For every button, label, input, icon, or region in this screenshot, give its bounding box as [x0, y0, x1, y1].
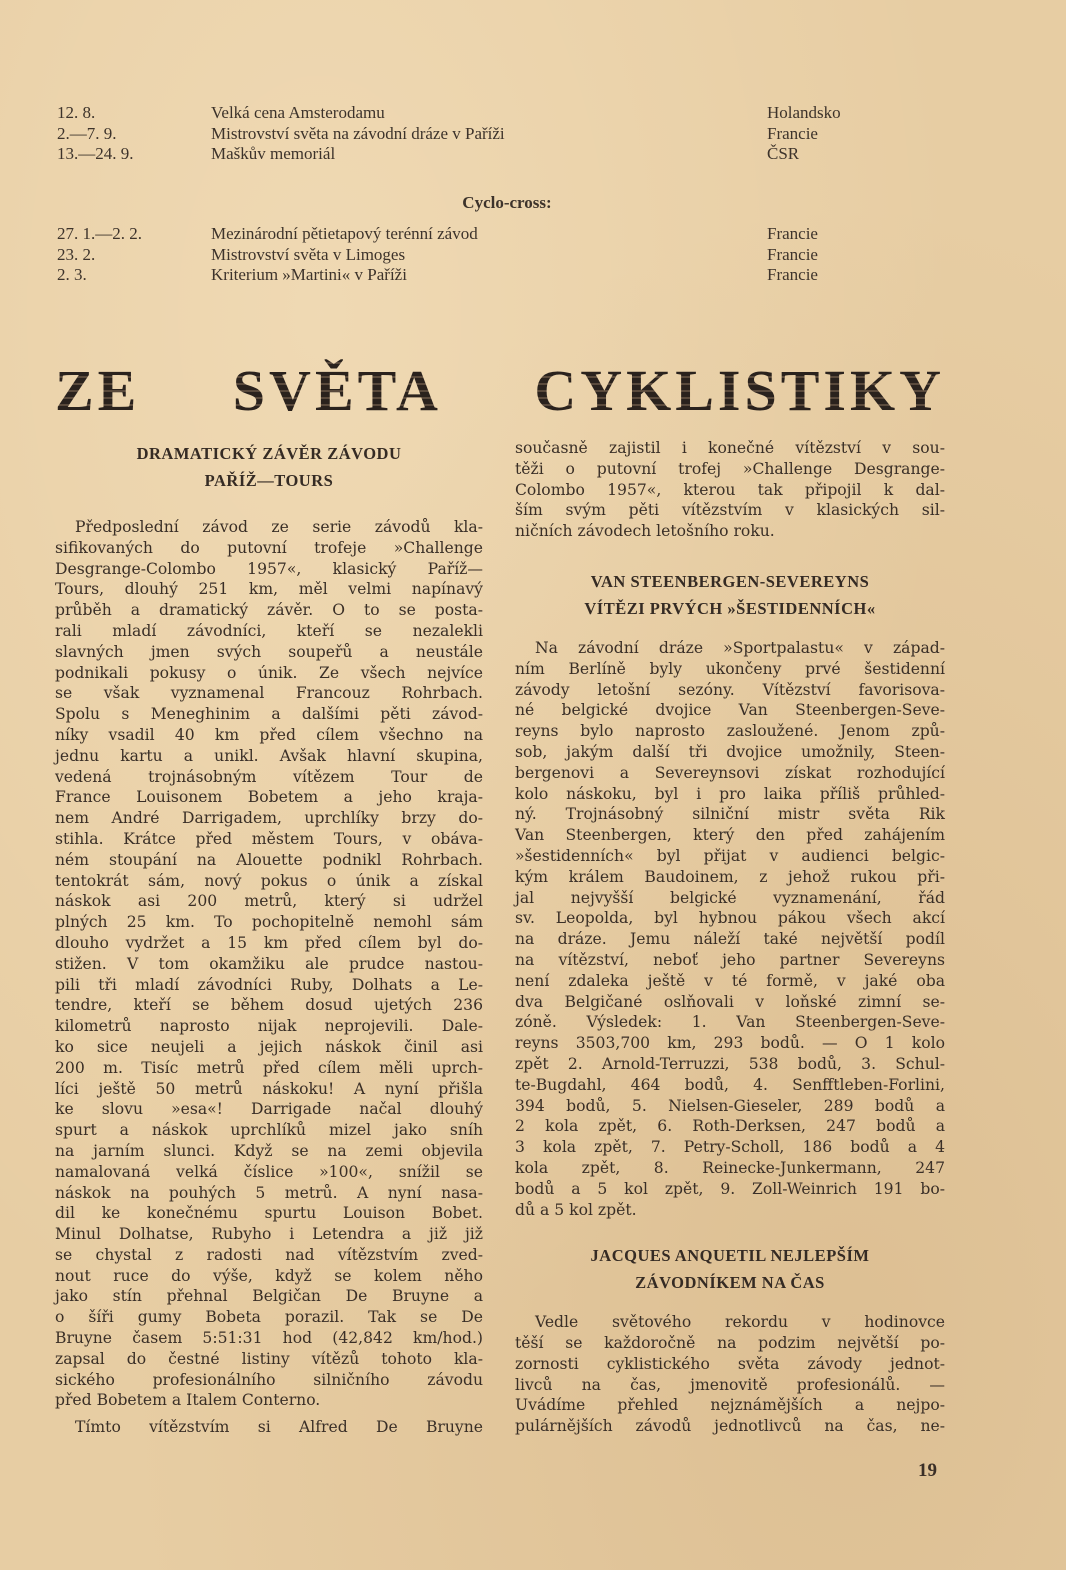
race-name: Mezinárodní pětietapový terénní závod — [211, 224, 478, 243]
text-line: těší se každoročně na podzim největší po- — [515, 1334, 945, 1353]
text-line: jal nejvyšší belgické vyznamenání, řád — [515, 888, 945, 907]
text-line: namalovaná velká číslice »100«, snížil se — [55, 1162, 483, 1181]
paragraph — [515, 438, 945, 542]
text-line: 394 bodů, 5. Nielsen-Gieseler, 289 bodů a — [515, 1096, 945, 1115]
text-line: kolo náskoku, byl i pro laika příliš průhled- — [515, 784, 945, 803]
text-line: kým králem Baudoinem, z jehož rukou při- — [515, 867, 945, 886]
text-line: stižen. V tom okamžiku ale prudce nastou- — [55, 954, 483, 973]
text-line: ko sice neujeli a jejich náskok činil asi — [55, 1037, 483, 1056]
race-country: Holandsko — [767, 103, 841, 122]
right-column — [515, 438, 945, 1437]
heading-line: ZÁVODNÍKEM NA ČAS — [635, 1273, 825, 1293]
race-date: 2.—7. 9. — [57, 123, 117, 143]
text-line: sob, jakým další tři dvojice umožnily, Steen- — [515, 742, 945, 761]
text-line: Colombo 1957«, kterou tak připojil k dal- — [515, 480, 945, 499]
race-name: Maškův memoriál — [211, 144, 336, 163]
race-country: Francie — [767, 123, 818, 143]
text-line: Van Steenbergen, který den před zahájením — [515, 826, 945, 845]
text-line: Minul Dolhatse, Rubyho i Letendra a již již — [55, 1225, 483, 1244]
paragraph — [55, 517, 483, 1411]
text-line: Bruyne časem 5:51:31 hod (42,842 km/hod.) — [55, 1329, 483, 1348]
text-line: bergenovi a Severeynsovi získat rozhodující — [515, 763, 945, 782]
text-line: rali mladí závodníci, kteří se nezalekli — [55, 621, 483, 640]
title-word: SVĚTA — [232, 357, 442, 423]
race-name: Mistrovství světa na závodní dráze v Paříži — [211, 123, 505, 143]
heading-line: VAN STEENBERGEN-SEVEREYNS — [590, 571, 870, 591]
text-line: o šíři gumy Bobeta porazil. Tak se De — [55, 1308, 483, 1327]
race-country: ČSR — [767, 144, 800, 163]
text-line: není zdaleka ještě v té formě, v jaké oba — [515, 971, 945, 990]
race-name: Mistrovství světa v Limoges — [211, 244, 406, 264]
race-country: Francie — [767, 224, 818, 243]
text-line: stihla. Krátce před městem Tours, v obáva- — [55, 829, 483, 848]
text-line: Vedle světového rekordu v hodinovce — [535, 1313, 945, 1332]
text-line: livců na čas, jmenovitě profesionálů. — — [515, 1375, 945, 1394]
text-line: reyns 3503,700 km, 293 bodů. — O 1 kolo — [515, 1034, 945, 1053]
text-line: 3 kola zpět, 7. Petry-Scholl, 186 bodů a 4 — [515, 1138, 945, 1157]
schedule-row — [57, 265, 957, 285]
text-line: nout ruce do výše, když se kolem něho — [55, 1266, 483, 1285]
paragraph — [515, 638, 945, 1220]
text-line: Desgrange-Colombo 1957«, klasický Paříž— — [55, 559, 483, 578]
text-line: plných 25 km. To pochopitelně nemohl sám — [55, 913, 483, 932]
race-schedule — [57, 103, 957, 293]
text-line: níky vsadil 40 km před cílem všechno na — [55, 725, 483, 744]
text-line: dů a 5 kol zpět. — [515, 1200, 637, 1219]
text-line: současně zajistil i konečné vítězství v sou- — [515, 439, 945, 457]
text-line: jako stín přehnal Belgičan De Bruyne a — [55, 1287, 483, 1306]
heading-line: PAŘÍŽ—TOURS — [204, 471, 334, 490]
text-line: Na závodní dráze »Sportpalastu« v západ- — [535, 638, 945, 657]
text-line: bodů a 5 kol zpět, 9. Zoll-Weinrich 191 bo- — [515, 1179, 945, 1198]
race-date: 12. 8. — [57, 103, 96, 122]
text-line: tentokrát sám, nový pokus o únik a získal — [55, 871, 483, 890]
text-line: podnikali pokusy o únik. Ze všech nejvíce — [55, 663, 483, 682]
text-line: kola zpět, 8. Reinecke-Junkermann, 247 — [515, 1158, 945, 1177]
text-line: zpět 2. Arnold-Terruzzi, 538 bodů, 3. Schul- — [515, 1054, 945, 1073]
schedule-row — [57, 224, 957, 244]
heading-line: DRAMATICKÝ ZÁVĚR ZÁVODU — [136, 444, 402, 463]
text-line: reyns bylo naprosto zasloužené. Jenom způ- — [515, 722, 945, 741]
race-name: Kriterium »Martini« v Paříži — [211, 265, 407, 284]
text-line: dva Belgičané oslňovali v loňské zimní se- — [515, 992, 945, 1011]
text-line: né belgické dvojice Van Steenbergen-Seve- — [515, 701, 945, 720]
text-line: průběh a dramatický závěr. O to se posta- — [55, 601, 483, 620]
cyclocross-heading: Cyclo-cross: — [462, 193, 552, 212]
title-word: CYKLISTIKY — [534, 357, 945, 423]
text-line: ším svým pěti vítězstvím v klasických sil- — [515, 501, 945, 520]
race-date: 13.—24. 9. — [57, 144, 134, 163]
text-line: ném stoupání na Alouette podnikl Rohrbach. — [55, 850, 483, 869]
text-line: závody letošní sezóny. Vítězství favorisova- — [515, 680, 945, 699]
schedule-row — [57, 245, 957, 265]
text-line: dlouho vydržet a 15 km před cílem byl do- — [55, 933, 483, 952]
paragraph — [55, 1417, 483, 1438]
schedule-row — [57, 124, 957, 144]
race-date: 2. 3. — [57, 265, 87, 284]
text-line: spurt a náskok uprchlíků mizel jako sníh — [55, 1121, 483, 1140]
text-line: ný. Trojnásobný silniční mistr světa Rik — [515, 805, 945, 824]
section-title — [55, 350, 945, 430]
text-line: jednu kartu a unikl. Avšak hlavní skupina, — [55, 746, 483, 765]
schedule-row — [57, 144, 957, 164]
text-line: vedená trojnásobným vítězem Tour de — [55, 767, 483, 786]
text-line: se chystal z radosti nad vítězstvím zved- — [55, 1245, 483, 1264]
text-line: slavných jmen svých soupeřů a neustále — [55, 642, 483, 661]
text-line: ničních závodech letošního roku. — [515, 522, 775, 541]
race-date: 23. 2. — [57, 244, 96, 264]
text-line: tendre, kteří se během dosud ujetých 236 — [55, 996, 483, 1015]
text-line: 2 kola zpět, 6. Roth-Derksen, 247 bodů a — [515, 1117, 945, 1136]
text-line: na vítězství, neboť jeho partner Severeyns — [515, 950, 945, 969]
text-line: před Bobetem a Italem Conterno. — [55, 1391, 321, 1410]
article-heading — [515, 1242, 945, 1296]
text-line: sického profesionálního silničního závodu — [55, 1370, 483, 1389]
paragraph — [515, 1312, 945, 1437]
text-line: náskok asi 200 metrů, který si udržel — [55, 892, 483, 911]
article-heading — [515, 568, 945, 622]
text-line: Spolu s Meneghinim a dalšími pěti závod- — [55, 705, 483, 724]
text-line: zóně. Výsledek: 1. Van Steenbergen-Seve- — [515, 1013, 945, 1032]
text-line: se však vyznamenal Francouz Rohrbach. — [55, 684, 483, 703]
text-line: těži o putovní trofej »Challenge Desgrange- — [515, 459, 945, 478]
article-heading — [55, 440, 483, 494]
title-word: ZE — [55, 357, 141, 423]
schedule-row — [57, 103, 957, 123]
text-line: sv. Leopolda, byl hybnou pákou všech akcí — [515, 909, 945, 928]
text-line: Tímto vítězstvím si Alfred De Bruyne — [75, 1418, 483, 1437]
text-line: ním Berlíně byly ukončeny prvé šestidenní — [515, 659, 945, 678]
page-number: 19 — [918, 1460, 937, 1481]
race-name: Velká cena Amsterodamu — [211, 103, 385, 122]
text-line: nem André Darrigadem, uprchlíky brzy do- — [55, 809, 483, 828]
text-line: zornosti cyklistického světa závody jednot- — [515, 1354, 945, 1373]
text-line: pulárnějších závodů jednotlivců na čas, ne- — [515, 1417, 945, 1436]
text-line: dil ke konečnému spurtu Louison Bobet. — [55, 1204, 483, 1223]
heading-line: VÍTĚZI PRVÝCH »ŠESTIDENNÍCH« — [584, 598, 876, 618]
text-line: sifikovaných do putovní trofeje »Challenge — [55, 538, 483, 557]
text-line: »šestidenních« byl přijat v audienci belgic- — [515, 846, 945, 865]
text-line: zapsal do čestné listiny vítězů tohoto kla- — [55, 1349, 483, 1368]
text-line: 200 m. Tisíc metrů před cílem měli uprch- — [55, 1058, 483, 1077]
text-line: Uvádíme přehled nejznámějších a nejpo- — [515, 1396, 945, 1415]
race-country: Francie — [767, 265, 818, 284]
text-line: kilometrů naprosto nijak neprojevili. Dale- — [55, 1017, 483, 1036]
text-line: náskok na pouhých 5 metrů. A nyní nasa- — [55, 1183, 483, 1202]
race-date: 27. 1.—2. 2. — [57, 224, 142, 243]
heading-line: JACQUES ANQUETIL NEJLEPŠÍM — [590, 1246, 870, 1266]
text-line: na dráze. Jemu náleží také největší podíl — [515, 930, 945, 949]
text-line: na jarním slunci. Když se na zemi objevila — [55, 1141, 483, 1160]
text-line: te-Bugdahl, 464 bodů, 4. Senfftleben-Forlini, — [515, 1075, 945, 1094]
race-country: Francie — [767, 244, 818, 264]
text-line: France Louisonem Bobetem a jeho kraja- — [55, 788, 483, 807]
text-line: Tours, dlouhý 251 km, měl velmi napínavý — [55, 580, 483, 599]
text-line: líci ještě 50 metrů náskoku! A nyní přišla — [55, 1079, 483, 1098]
text-line: pili tři mladí závodníci Ruby, Dolhats a Le- — [55, 975, 483, 994]
text-line: ke slovu »esa«! Darrigade načal dlouhý — [55, 1100, 483, 1119]
text-line: Předposlední závod ze serie závodů kla- — [75, 518, 483, 536]
left-column — [55, 440, 483, 1438]
